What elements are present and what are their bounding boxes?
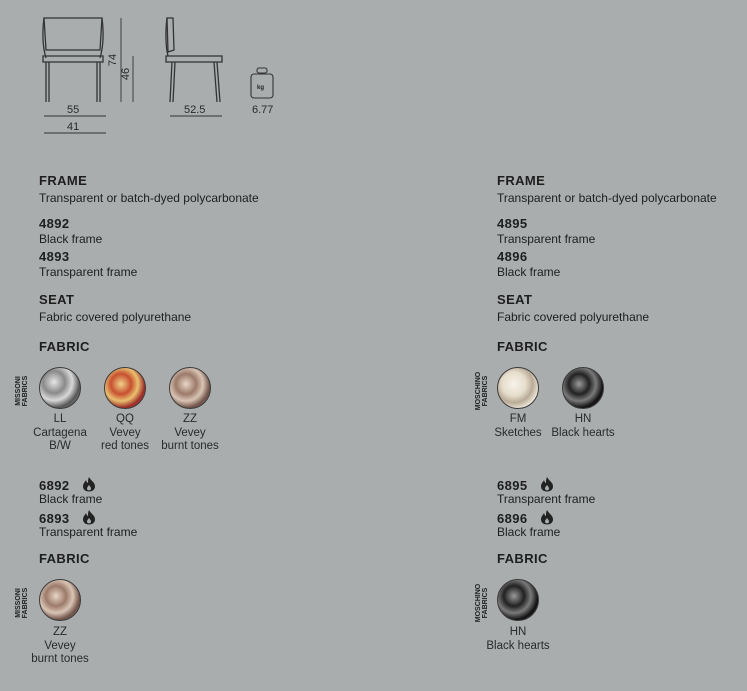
right-frame-desc: Transparent or batch-dyed polycarbonate — [497, 191, 717, 205]
chair-technical-drawings — [0, 0, 300, 140]
front-width-label: 55 — [67, 104, 80, 116]
weight-icon — [251, 68, 273, 98]
right-code-6895: 6895 — [497, 478, 528, 493]
left-code-4893-desc: Transparent frame — [39, 265, 138, 279]
front-seat-width-label: 41 — [67, 121, 80, 133]
left-fabric-title: FABRIC — [39, 339, 90, 354]
fire-retardant-icon — [82, 509, 96, 525]
left-code-6893-row — [39, 509, 96, 526]
right-code-4895: 4895 — [497, 216, 528, 231]
swatch-hn-2-caption: HN Black hearts — [486, 626, 550, 652]
left-seat-title: SEAT — [39, 292, 75, 307]
left-code-4892-desc: Black frame — [39, 232, 103, 246]
right-seat-title: SEAT — [497, 292, 533, 307]
left-fabric2-title: FABRIC — [39, 551, 90, 566]
fire-retardant-icon — [82, 476, 96, 492]
right-frame-title: FRAME — [497, 173, 546, 188]
fabric-swatch-hn-2[interactable] — [497, 579, 539, 621]
chair-side-view-drawing — [166, 18, 222, 102]
right-moschino-fabrics-label-2: MOSCHINO FABRICS — [475, 583, 489, 623]
right-fabric2-title: FABRIC — [497, 551, 548, 566]
left-code-4892: 4892 — [39, 216, 70, 231]
swatch-ll-caption: LL Cartagena B/W — [33, 413, 87, 452]
right-code-6896-row — [497, 509, 554, 526]
fabric-swatch-zz-2[interactable] — [39, 579, 81, 621]
left-frame-title: FRAME — [39, 173, 88, 188]
side-depth-label: 52.5 — [184, 104, 206, 116]
left-code-4893: 4893 — [39, 249, 70, 264]
swatch-qq-caption: QQ Vevey red tones — [101, 413, 149, 452]
weight-icon-label: kg — [257, 85, 265, 91]
fabric-swatch-zz[interactable] — [169, 367, 211, 409]
seat-height-label: 46 — [120, 67, 133, 81]
left-seat-desc: Fabric covered polyurethane — [39, 310, 192, 324]
right-seat-desc: Fabric covered polyurethane — [497, 310, 650, 324]
fire-retardant-icon — [540, 476, 554, 492]
right-fabric-title: FABRIC — [497, 339, 548, 354]
swatch-fm-caption: FM Sketches — [494, 413, 542, 439]
left-code-6892: 6892 — [39, 478, 70, 493]
left-missoni-fabrics-label: MISSONI FABRICS — [15, 375, 29, 407]
left-code-6892-row — [39, 476, 96, 493]
right-code-4896: 4896 — [497, 249, 528, 264]
right-code-6895-row — [497, 476, 554, 493]
fabric-swatch-ll[interactable] — [39, 367, 81, 409]
fabric-swatch-fm[interactable] — [497, 367, 539, 409]
right-moschino-fabrics-label: MOSCHINO FABRICS — [475, 371, 489, 411]
fabric-swatch-hn[interactable] — [562, 367, 604, 409]
right-code-4896-desc: Black frame — [497, 265, 561, 279]
left-code-6893-desc: Transparent frame — [39, 525, 138, 539]
chair-front-view-drawing — [43, 18, 103, 102]
fire-retardant-icon — [540, 509, 554, 525]
total-height-label: 74 — [107, 53, 120, 67]
right-code-6896-desc: Black frame — [497, 525, 561, 539]
left-code-6893: 6893 — [39, 511, 70, 526]
right-code-6896: 6896 — [497, 511, 528, 526]
weight-label: 6.77 — [252, 104, 274, 116]
fabric-swatch-qq[interactable] — [104, 367, 146, 409]
swatch-hn-caption: HN Black hearts — [551, 413, 615, 439]
left-frame-desc: Transparent or batch-dyed polycarbonate — [39, 191, 259, 205]
right-code-4895-desc: Transparent frame — [497, 232, 596, 246]
left-missoni-fabrics-label-2: MISSONI FABRICS — [15, 587, 29, 619]
swatch-zz-2-caption: ZZ Vevey burnt tones — [31, 626, 89, 665]
left-code-6892-desc: Black frame — [39, 492, 103, 506]
swatch-zz-caption: ZZ Vevey burnt tones — [161, 413, 219, 452]
right-code-6895-desc: Transparent frame — [497, 492, 596, 506]
